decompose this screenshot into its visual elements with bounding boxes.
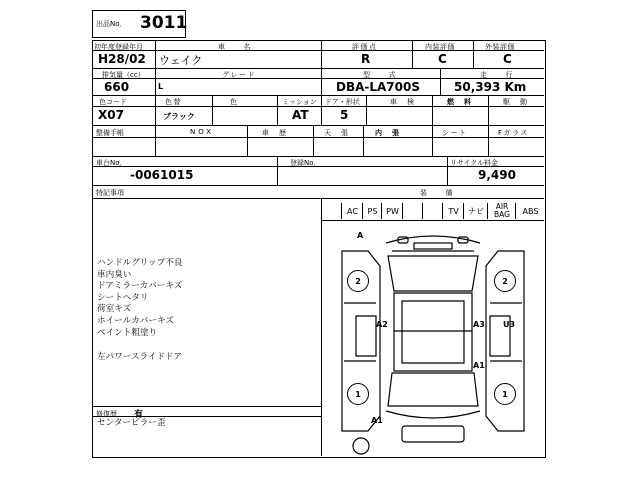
remark-line: ペイント粗塗り: [97, 327, 158, 338]
divider: [277, 95, 278, 125]
color-label: 色: [230, 98, 239, 106]
divider: [92, 137, 544, 138]
divider: [277, 156, 278, 185]
divider: [92, 125, 544, 126]
divider: [92, 78, 544, 79]
mileage-value: 50,393 Km: [454, 80, 527, 94]
equip-navi: ナビ: [463, 203, 488, 219]
equipment-label: 装 備: [420, 189, 454, 197]
damage-mark-front: A: [357, 231, 364, 240]
remark-line: ハンドルグリップ不良: [97, 258, 183, 268]
divider: [92, 156, 544, 157]
equip-pw: PW: [381, 203, 403, 219]
remark-line: シートヘタリ: [97, 292, 149, 303]
remark-line: 車内臭い: [97, 269, 132, 280]
divider: [440, 68, 441, 95]
grade-value: L: [158, 82, 164, 91]
damage-mark-right-panel: A3: [473, 320, 485, 329]
remarks-list: [97, 258, 182, 363]
divider: [155, 40, 156, 68]
equip-ac: AC: [341, 203, 363, 219]
chassis-value: -0061015: [130, 168, 194, 182]
model-value: DBA-LA700S: [336, 80, 420, 94]
interior-grade-value: C: [438, 52, 447, 66]
score-label: 評価点: [352, 43, 378, 51]
divider: [92, 68, 544, 69]
remark-line: 荷室キズ: [97, 304, 132, 315]
color-code-value: X07: [98, 108, 124, 122]
divider: [92, 95, 544, 96]
divider: [247, 125, 248, 156]
interior-trim-label: 内 張: [375, 129, 401, 137]
nox-label: NOX: [190, 128, 215, 136]
divider: [363, 125, 364, 156]
interior-grade-label: 内装評価: [425, 43, 455, 51]
remark-line: ドアミラーカバーキズ: [97, 281, 183, 292]
divider: [321, 95, 322, 125]
divider: [447, 156, 448, 185]
remark-line: 左パワースライドドア: [97, 351, 182, 362]
door-shape-label: ドア・形状: [325, 98, 360, 106]
equip-abs: ABS: [515, 203, 545, 219]
exterior-grade-label: 外装評価: [485, 43, 515, 51]
damage-mark-right-u: U3: [503, 320, 516, 329]
f-glass-label: Fガラス: [498, 129, 529, 137]
divider: [432, 95, 433, 125]
remark-line: ホイールカバーキズ: [97, 315, 175, 326]
first-reg-value: H28/02: [98, 52, 146, 66]
divider: [432, 125, 433, 156]
wheel-rear-right: 1: [494, 383, 516, 405]
wheel-front-right: 2: [494, 270, 516, 292]
color-code-label: 色コード: [99, 98, 127, 106]
equip-blank-2: [422, 203, 443, 219]
divider: [92, 185, 544, 186]
doors-value: 5: [340, 108, 349, 122]
displacement-value: 660: [104, 80, 130, 94]
divider: [92, 198, 544, 199]
grade-label: グレード: [222, 71, 256, 79]
exterior-grade-value: C: [503, 52, 512, 66]
inspection-label: 車 検: [390, 98, 416, 106]
divider: [92, 106, 544, 107]
divider: [92, 406, 321, 407]
history-label: 車 歴: [262, 129, 288, 137]
divider: [212, 95, 213, 125]
remark-line: [97, 339, 182, 351]
model-label: 型 式: [363, 71, 397, 79]
damage-mark-right-door: A1: [473, 361, 485, 370]
wheel-front-left: 2: [347, 270, 369, 292]
divider: [321, 68, 322, 95]
registration-label: 登録No．: [290, 159, 321, 167]
divider: [155, 68, 156, 95]
lot-number: 3011: [140, 13, 188, 33]
divider: [488, 95, 489, 125]
sunroof-label: 天 張: [324, 129, 350, 137]
color-type-label: 色替: [165, 98, 182, 106]
divider: [488, 125, 489, 156]
manual-label: 整備手帳: [96, 129, 124, 137]
recycle-value: 9,490: [478, 168, 516, 182]
fuel-label: 燃 料: [447, 98, 473, 106]
chassis-label: 車台No．: [96, 159, 127, 167]
first-reg-label: 初年度登録年月: [94, 43, 143, 51]
car-name-label: 車 名: [218, 43, 252, 51]
divider: [366, 95, 367, 125]
lot-number-box: [92, 10, 186, 38]
car-name-value: ウェイク: [159, 54, 203, 67]
displacement-label: 排気量（cc）: [102, 71, 145, 79]
divider: [92, 50, 544, 51]
color-value: ブラック: [163, 112, 195, 121]
mission-value: AT: [292, 108, 309, 122]
repair-history-label: 修復歴: [96, 410, 117, 418]
equip-ps: PS: [362, 203, 382, 219]
lot-number-label: 出品No．: [96, 20, 127, 28]
divider: [92, 416, 321, 417]
divider: [313, 125, 314, 156]
drive-label: 駆 動: [503, 98, 529, 106]
equip-tv: TV: [442, 203, 464, 219]
divider: [473, 40, 474, 68]
mileage-label: 走 行: [480, 71, 514, 79]
car-diagram: [322, 221, 544, 456]
repair-history-value: 有: [134, 410, 144, 420]
damage-mark-left-panel: A2: [376, 320, 388, 329]
equip-blank-1: [402, 203, 423, 219]
score-value: R: [361, 52, 371, 66]
seat-label: シート: [442, 129, 468, 137]
divider: [321, 40, 322, 68]
divider: [155, 125, 156, 156]
wheel-rear-left: 1: [347, 383, 369, 405]
remarks-label: 特記事項: [96, 189, 124, 197]
mission-label: ミッション: [282, 98, 317, 106]
divider: [412, 40, 413, 68]
divider: [155, 95, 156, 125]
equip-airbag: AIR BAG: [487, 203, 516, 219]
recycle-label: リサイクル料金: [450, 159, 499, 167]
damage-mark-rear-left: A1: [371, 416, 383, 425]
repair-note: センターピラー歪: [97, 418, 166, 428]
